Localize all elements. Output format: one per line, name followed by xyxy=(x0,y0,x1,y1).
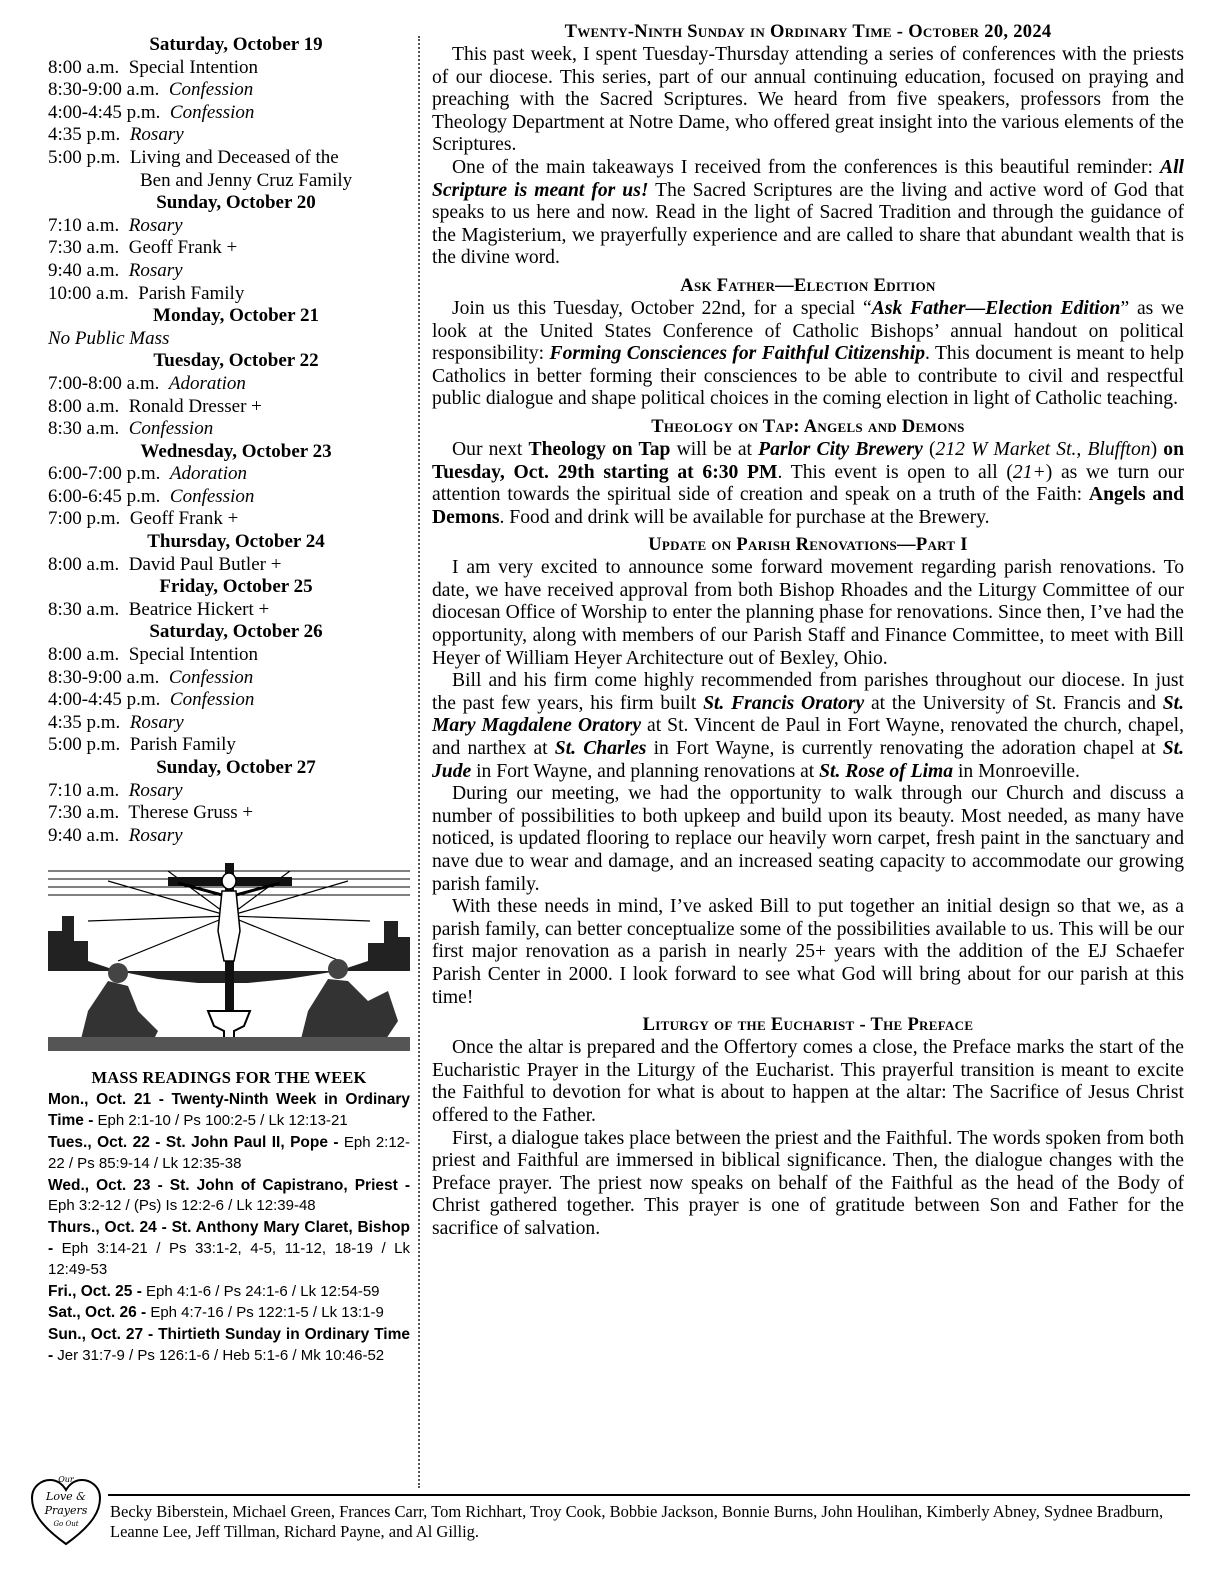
reading-entry xyxy=(48,1324,410,1366)
ask-father-paragraph: Join us this Tuesday, October 22nd, for a special “Ask Father—Election Edition” as we look at the United States Conference of Catholic Bishops’ annual handout on political responsibility: Forming Consciences for Faithful Citizenship. This document is meant to help Catholics in better forming their consciences to be able to contribute to civil and respectful public dialogue and shape political choices in the coming election in light of Catholic teaching. xyxy=(432,297,1185,410)
renovations-paragraph-2: Bill and his firm come highly recommended from parishes throughout our diocese. In just the past few years, his firm built St. Francis Oratory at the University of St. Francis and St. Mary Magdalene Oratory at St. Vincent de Paul in Fort Wayne, renovated the church, chapel, and narthex at St. Charles in Fort Wayne, is currently renovating the adoration chapel at St. Jude in Fort Wayne, and planning renovations at St. Rose of Lima in Monroeville. xyxy=(432,670,1184,782)
schedule-entry xyxy=(48,644,410,667)
schedule-entry xyxy=(48,237,410,260)
scripture-emphasis: All Scripture is meant for us! xyxy=(432,156,1184,201)
reading-citations: Eph 2:1-10 / Ps 100:2-5 / Lk 12:13-21 xyxy=(97,1112,348,1130)
schedule-day-heading: Saturday, October 26 xyxy=(149,621,323,643)
mass-readings-title: MASS READINGS FOR THE WEEK xyxy=(91,1068,367,1088)
schedule-entry xyxy=(48,554,410,577)
schedule-description: Rosary xyxy=(128,214,183,236)
reading-entry xyxy=(48,1302,410,1323)
schedule-entry xyxy=(48,599,410,622)
schedule-time: 7:30 a.m. xyxy=(48,802,120,824)
intro-paragraph-1: This past week, I spent Tuesday-Thursday attending a series of conferences with the priests of our diocese. This series, part of our annual continuing education, focused on praying and preaching with the Sacred Scriptures. We heard from five speakers, professors from the Theology Department at Notre Dame, who offered great insight into the various elements of the Scriptures. xyxy=(432,44,1184,156)
reading-citations: Jer 31:7-9 / Ps 126:1-6 / Heb 5:1-6 / Mk 10:46-52 xyxy=(57,1346,385,1364)
schedule-time: 7:10 a.m. xyxy=(48,779,120,801)
schedule-description: Rosary xyxy=(129,711,184,733)
theology-on-tap-title: Theology on Tap: Angels and Demons xyxy=(651,416,965,437)
schedule-time: 8:30 a.m. xyxy=(48,418,120,440)
theology-on-tap-paragraph: Our next Theology on Tap will be at Parlor City Brewery (212 W Market St., Bluffton) on Tuesday, Oct. 29th starting at 6:30 PM. This event is open to all (21+) as we turn our attention towards the spiritual side of creation and speak on a truth of the Faith: Angels and Demons. Food and drink will be available for purchase at the Brewery. xyxy=(432,438,1185,528)
schedule-time: 8:00 a.m. xyxy=(48,56,120,78)
schedule-time: 4:35 p.m. xyxy=(48,711,121,733)
reading-entry xyxy=(48,1089,410,1131)
reading-entry xyxy=(48,1281,410,1302)
schedule-description: Parish Family xyxy=(138,282,245,304)
schedule-entry xyxy=(48,124,410,147)
intro-paragraph-2: One of the main takeaways I received from the conferences is this beautiful reminder: All Scripture is meant for us! The Sacred Scriptures are the living and active word of God that speaks to us here and now. Read in the light of Sacred Tradition and through the guidance of the Magisterium, we prayerfully experience and are called to share that abundant wealth that is the divine word. xyxy=(432,156,1184,269)
logo-text-4: Go Out xyxy=(53,1520,79,1528)
schedule-time: 9:40 a.m. xyxy=(48,259,120,281)
reading-day-label: Fri., Oct. 25 - xyxy=(48,1282,142,1300)
mass-schedule-column xyxy=(48,34,410,1366)
schedule-entry xyxy=(48,463,410,486)
schedule-time: 6:00-7:00 p.m. xyxy=(48,463,161,485)
schedule-description: David Paul Butler + xyxy=(128,553,282,575)
renovations-paragraph-1: I am very excited to announce some forward movement regarding parish renovations. To date, we have received approval from both Bishop Rhoades and the Liturgy Committee of our diocesan Office of Worship to enter the planning phase for renovations. Since then, I’ve had the opportunity, along with members of our Parish Staff and Finance Committee, to meet with Bill Heyer of William Heyer Architecture out of Bexley, Ohio. xyxy=(432,557,1184,669)
schedule-entry xyxy=(48,780,410,803)
schedule-description: Ronald Dresser + xyxy=(128,395,262,417)
schedule-entry xyxy=(48,667,410,690)
schedule-description: Therese Gruss + xyxy=(128,802,254,824)
schedule-entry xyxy=(48,147,410,192)
schedule-entry xyxy=(48,260,410,283)
schedule-description: Geoff Frank + xyxy=(129,508,239,530)
schedule-entry xyxy=(48,57,410,80)
footer-rule xyxy=(108,1494,1190,1496)
schedule-time: 8:30 a.m. xyxy=(48,598,120,620)
schedule-entry xyxy=(48,689,410,712)
schedule-description: Beatrice Hickert + xyxy=(128,598,270,620)
liturgy-paragraph-1: Once the altar is prepared and the Offertory comes a close, the Preface marks the start of the Eucharistic Prayer in the Liturgy of the Eucharist. This prayerful transition is meant to excite the Faithful to devotion for what is about to happen at the altar: The Sacrifice of Jesus Christ offered to the Father. xyxy=(432,1037,1184,1126)
schedule-entry xyxy=(48,215,410,238)
schedule-time: 8:30-9:00 a.m. xyxy=(48,79,160,101)
column-title: Twenty-Ninth Sunday in Ordinary Time - October 20, 2024 xyxy=(564,22,1052,42)
schedule-time: 6:00-6:45 p.m. xyxy=(48,485,161,507)
schedule-description: Confession xyxy=(128,418,214,440)
reading-day-label: Thurs., Oct. 24 - St. Anthony Mary Claret, Bishop - xyxy=(48,1219,410,1257)
prayer-list-names: Becky Biberstein, Michael Green, Frances Carr, Tom Richhart, Troy Cook, Bobbie Jackson, Bonnie Burns, John Houlihan, Kimberly Abney, Sydnee Bradburn, Leanne Lee, Jeff Tillman, Richard Payne, and Al Gillig. xyxy=(110,1502,1164,1541)
schedule-entry xyxy=(48,373,410,396)
schedule-description: Confession xyxy=(169,101,255,123)
mass-readings-list xyxy=(48,1089,410,1365)
schedule-description: Geoff Frank + xyxy=(128,237,238,259)
schedule-entry xyxy=(48,486,410,509)
schedule-description: Confession xyxy=(168,666,254,688)
reading-citations: Eph 3:2-12 / (Ps) Is 12:2-6 / Lk 12:39-48 xyxy=(48,1197,316,1215)
schedule-description: Rosary xyxy=(128,824,183,846)
schedule-time: 4:35 p.m. xyxy=(48,124,121,146)
schedule-day-heading: Wednesday, October 23 xyxy=(140,440,332,462)
schedule-entry xyxy=(48,418,410,441)
schedule-day-heading: Tuesday, October 22 xyxy=(153,350,319,372)
reading-citations: Eph 4:7-16 / Ps 122:1-5 / Lk 13:1-9 xyxy=(150,1304,384,1322)
reading-day-label: Wed., Oct. 23 - St. John of Capistrano, Priest - xyxy=(48,1176,410,1194)
schedule-time: 4:00-4:45 p.m. xyxy=(48,101,161,123)
schedule-description: Confession xyxy=(169,689,255,711)
schedule-entry xyxy=(48,79,410,102)
schedule-time: 7:00-8:00 a.m. xyxy=(48,372,160,394)
schedule-entry xyxy=(48,825,410,848)
schedule-description: Adoration xyxy=(169,463,247,485)
liturgy-paragraph-2: First, a dialogue takes place between the priest and the Faithful. The words spoken from both priest and Faithful are immersed in biblical significance. Then, the dialogue changes with the Preface prayer. The priest now speaks on behalf of the Faithful as the head of the Body of Christ gathered together. This prayer is one of gratitude between Son and Father for the sacrifice of salvation. xyxy=(432,1127,1184,1239)
schedule-day-heading: Thursday, October 24 xyxy=(147,531,325,553)
schedule-description: Parish Family xyxy=(129,734,236,756)
logo-text-2: Love & xyxy=(46,1490,86,1503)
schedule-description: Confession xyxy=(169,485,255,507)
schedule-description: Confession xyxy=(168,79,254,101)
schedule-description: Living and Deceased of the xyxy=(129,146,339,168)
schedule-time: 4:00-4:45 p.m. xyxy=(48,689,161,711)
reading-day-label: Sat., Oct. 26 - xyxy=(48,1304,147,1322)
schedule-description: Rosary xyxy=(128,779,183,801)
schedule-entry xyxy=(48,734,410,757)
reading-citations: Eph 4:1-6 / Ps 24:1-6 / Lk 12:54-59 xyxy=(146,1282,380,1300)
schedule-entry xyxy=(48,102,410,125)
crucifixion-illustration xyxy=(48,861,410,1051)
mass-schedule xyxy=(48,34,410,847)
schedule-time: 10:00 a.m. xyxy=(48,282,129,304)
schedule-description: Rosary xyxy=(129,124,184,146)
schedule-day-heading: Friday, October 25 xyxy=(159,576,313,598)
schedule-day-heading: Saturday, October 19 xyxy=(149,34,323,55)
logo-text-1: Our xyxy=(58,1475,74,1484)
renovations-paragraph-3: During our meeting, we had the opportunity to walk through our Church and discuss a number of possibilities to both upkeep and build upon its beauty. Most needed, as many have noticed, is updated flooring to replace our heavily worn carpet, fresh paint in the sanctuary and nave due to wear and damage, and an increased seating capacity to accommodate our growing parish family. xyxy=(432,783,1184,895)
ask-father-title: Ask Father—Election Edition xyxy=(680,275,936,296)
reading-day-label: Mon., Oct. 21 - Twenty-Ninth Week in Ordinary Time - xyxy=(48,1091,410,1130)
schedule-day-heading: Sunday, October 20 xyxy=(156,192,316,214)
schedule-time: 8:00 a.m. xyxy=(48,553,120,575)
schedule-entry xyxy=(48,802,410,825)
schedule-day-heading: Sunday, October 27 xyxy=(156,757,316,778)
reading-day-label: Tues., Oct. 22 - St. John Paul II, Pope - xyxy=(48,1133,339,1151)
schedule-entry xyxy=(48,328,410,351)
schedule-entry xyxy=(48,508,410,531)
schedule-time: 8:00 a.m. xyxy=(48,644,120,666)
prayer-list-logo xyxy=(28,1474,104,1550)
pastor-column xyxy=(432,20,1184,1241)
schedule-time: 9:40 a.m. xyxy=(48,824,120,846)
column-divider xyxy=(418,36,420,1488)
schedule-description: Rosary xyxy=(128,259,183,281)
logo-text-3: Prayers xyxy=(44,1504,88,1517)
schedule-description-continued: Ben and Jenny Cruz Family xyxy=(140,169,353,191)
reading-entry xyxy=(48,1217,410,1279)
schedule-time: 7:10 a.m. xyxy=(48,214,120,236)
schedule-entry xyxy=(48,283,410,306)
renovations-paragraph-4: With these needs in mind, I’ve asked Bill to put together an initial design so that we, as a parish family, can better conceptualize some of the possibilities available to us. This will be our first major renovation as a parish in nearly 25+ years with the addition of the EJ Schaefer Parish Center in 2000. I look forward to see what God will bring about for our parish at this time! xyxy=(432,896,1184,1008)
reading-entry xyxy=(48,1175,410,1217)
schedule-description: No Public Mass xyxy=(48,327,170,349)
schedule-description: Special Intention xyxy=(128,644,259,666)
schedule-time: 5:00 p.m. xyxy=(48,734,121,756)
reading-citations: Eph 2:12-22 / Ps 85:9-14 / Lk 12:35-38 xyxy=(48,1133,411,1172)
reading-day-label: Sun., Oct. 27 - Thirtieth Sunday in Ordinary Time - xyxy=(48,1326,410,1364)
schedule-time: 8:00 a.m. xyxy=(48,395,120,417)
reading-citations: Eph 3:14-21 / Ps 33:1-2, 4-5, 11-12, 18-19 / Lk 12:49-53 xyxy=(48,1239,411,1278)
schedule-day-heading: Monday, October 21 xyxy=(153,305,319,327)
schedule-time: 7:30 a.m. xyxy=(48,237,120,259)
renovations-title: Update on Parish Renovations—Part I xyxy=(648,535,968,556)
liturgy-title: Liturgy of the Eucharist - The Preface xyxy=(642,1015,974,1036)
schedule-time: 5:00 p.m. xyxy=(48,146,121,168)
schedule-entry xyxy=(48,396,410,419)
schedule-time: 8:30-9:00 a.m. xyxy=(48,666,160,688)
schedule-description: Special Intention xyxy=(128,56,259,78)
reading-entry xyxy=(48,1132,410,1174)
schedule-description: Adoration xyxy=(168,372,246,394)
schedule-entry xyxy=(48,712,410,735)
schedule-time: 7:00 p.m. xyxy=(48,508,121,530)
